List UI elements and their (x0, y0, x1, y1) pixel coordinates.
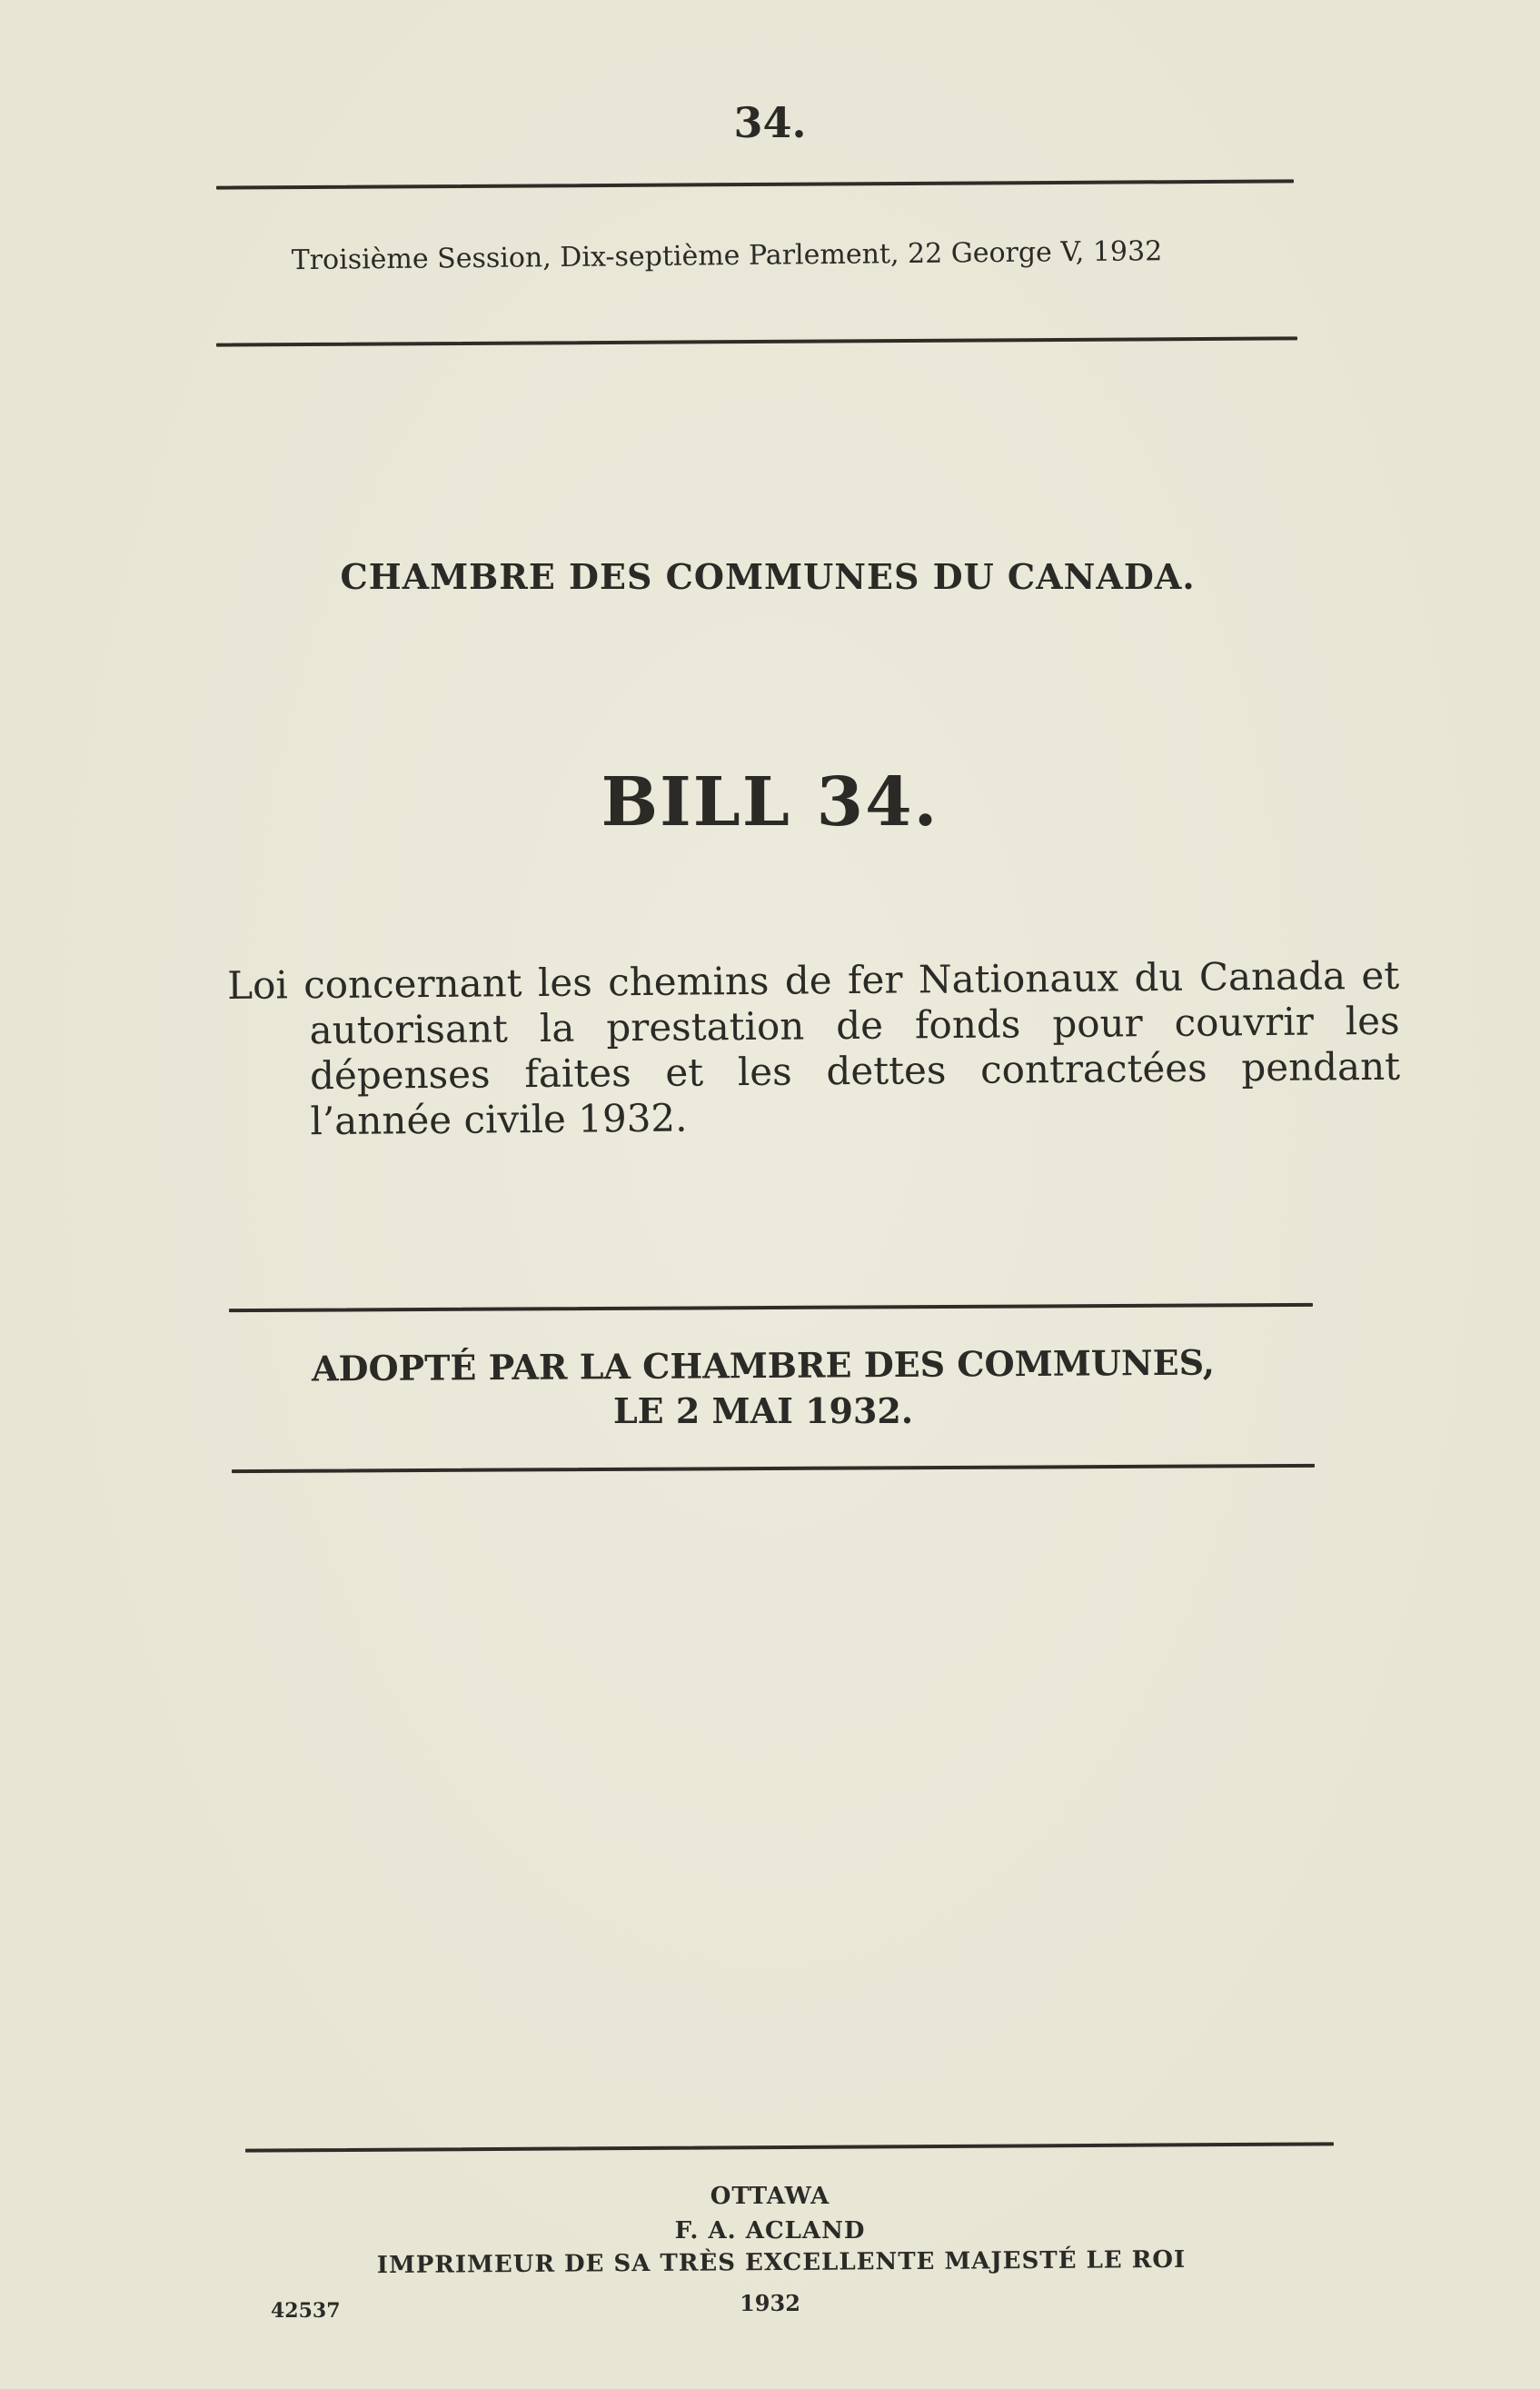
middle-rule-1 (229, 1303, 1313, 1312)
top-rule-1 (216, 179, 1294, 189)
imprint-printer: F. A. ACLAND (674, 2217, 866, 2245)
adoption-notice (218, 1343, 1308, 1434)
bottom-rule (245, 2142, 1334, 2152)
adoption-line-1: ADOPTÉ PAR LA CHAMBRE DES COMMUNES, (311, 1341, 1216, 1389)
chamber-heading: CHAMBRE DES COMMUNES DU CANADA. (340, 556, 1196, 597)
adoption-line-2: LE 2 MAI 1932. (612, 1390, 914, 1431)
bill-description: Loi concernant les chemins de fer Nationaux du Canada et autorisant la prestation de fonds pour couvrir les dépenses faites et les dettes contractées pendant l’année civile 1932. (227, 952, 1401, 1144)
session-line: Troisième Session, Dix-septième Parlement, 22 George V, 1932 (291, 235, 1163, 277)
bill-title: BILL 34. (601, 763, 939, 841)
imprint-year: 1932 (740, 2290, 800, 2316)
page-number: 34. (733, 98, 807, 147)
print-code: 42537 (271, 2299, 341, 2323)
middle-rule-2 (232, 1464, 1315, 1473)
imprint-printer-title: IMPRIMEUR DE SA TRÈS EXCELLENTE MAJESTÉ LE ROI (376, 2245, 1187, 2280)
imprint-place: OTTAWA (710, 2183, 830, 2210)
top-rule-2 (216, 336, 1297, 346)
